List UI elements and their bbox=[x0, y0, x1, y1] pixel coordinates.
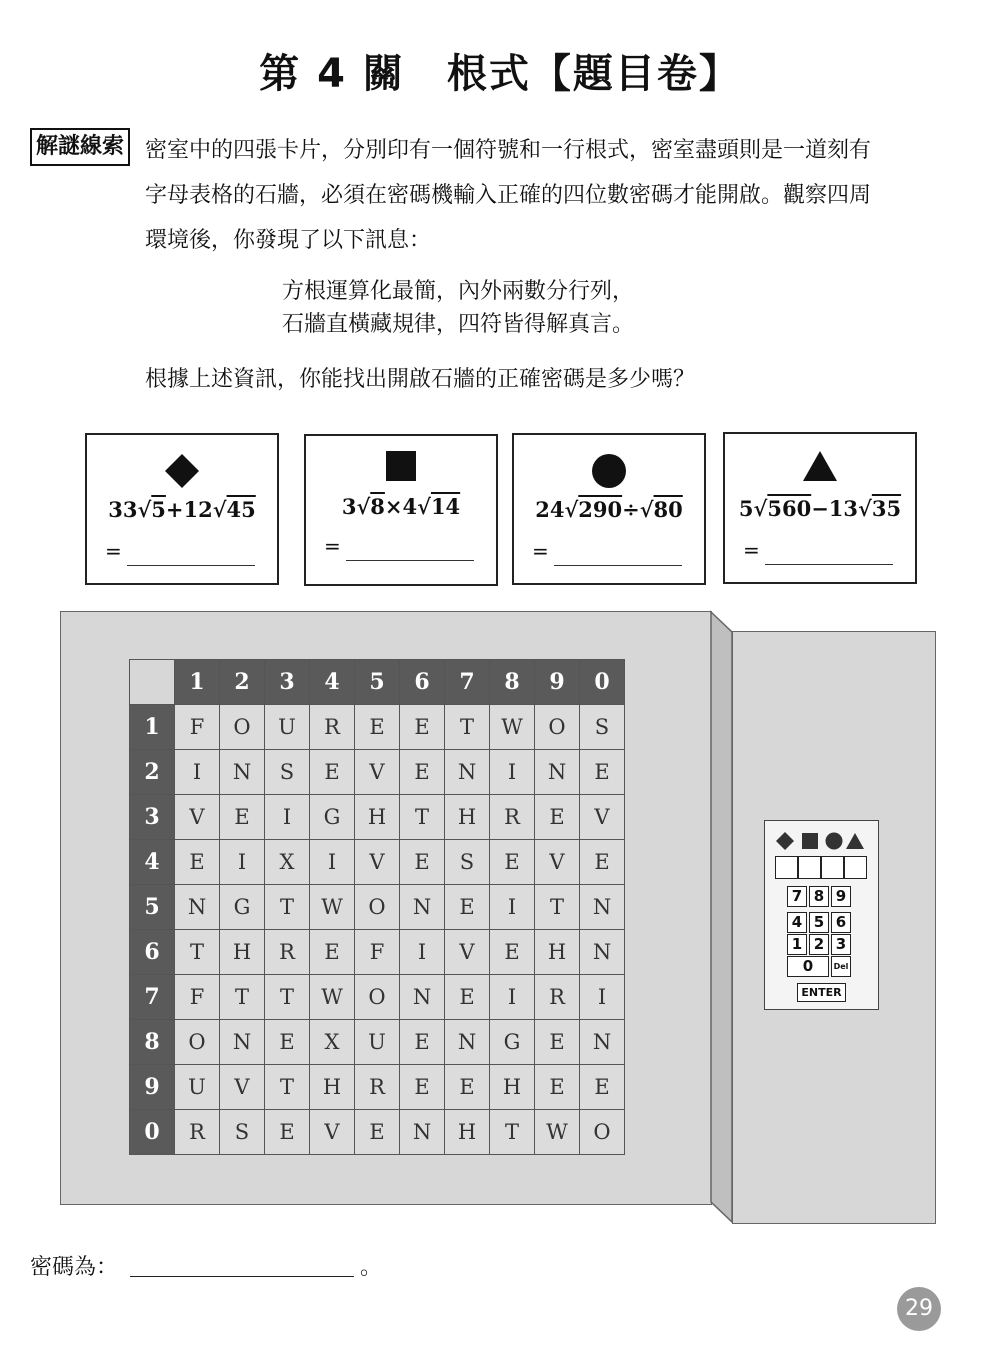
grid-cell: I bbox=[490, 885, 535, 930]
grid-cell: E bbox=[265, 1110, 310, 1155]
password-label: 密碼為： bbox=[30, 1255, 119, 1280]
grid-column-header: 5 bbox=[355, 660, 400, 705]
grid-cell: R bbox=[175, 1110, 220, 1155]
grid-cell: S bbox=[580, 705, 625, 750]
question: 根據上述資訊，你能找出開啟石牆的正確密碼是多少嗎？ bbox=[145, 367, 696, 392]
grid-cell: O bbox=[580, 1110, 625, 1155]
grid-cell: V bbox=[355, 840, 400, 885]
grid-cell: T bbox=[535, 885, 580, 930]
key-4[interactable]: 4 bbox=[787, 912, 807, 933]
card-triangle bbox=[723, 432, 917, 584]
grid-cell: N bbox=[580, 930, 625, 975]
grid-cell: G bbox=[220, 885, 265, 930]
grid-cell: O bbox=[355, 885, 400, 930]
key-5[interactable]: 5 bbox=[809, 912, 829, 933]
grid-cell: E bbox=[400, 1020, 445, 1065]
grid-cell: E bbox=[310, 930, 355, 975]
grid-cell: E bbox=[220, 795, 265, 840]
grid-cell: H bbox=[220, 930, 265, 975]
key-6[interactable]: 6 bbox=[831, 912, 851, 933]
grid-column-header: 1 bbox=[175, 660, 220, 705]
intro-line: 環境後，你發現了以下訊息： bbox=[145, 228, 432, 253]
grid-cell: N bbox=[400, 975, 445, 1020]
grid-cell: T bbox=[490, 1110, 535, 1155]
grid-cell: R bbox=[535, 975, 580, 1020]
card-circle bbox=[512, 433, 706, 585]
grid-cell: T bbox=[400, 795, 445, 840]
grid-row-header: 0 bbox=[130, 1110, 175, 1155]
key-0[interactable]: 0 bbox=[787, 956, 829, 977]
grid-cell: N bbox=[400, 885, 445, 930]
circle-icon bbox=[826, 833, 843, 850]
grid-cell: N bbox=[220, 750, 265, 795]
grid-cell: I bbox=[580, 975, 625, 1020]
grid-cell: I bbox=[490, 975, 535, 1020]
grid-cell: E bbox=[580, 840, 625, 885]
grid-cell: H bbox=[535, 930, 580, 975]
grid-row-header: 1 bbox=[130, 705, 175, 750]
grid-cell: I bbox=[265, 795, 310, 840]
grid-cell: E bbox=[580, 750, 625, 795]
grid-cell: R bbox=[355, 1065, 400, 1110]
grid-cell: F bbox=[355, 930, 400, 975]
grid-cell: S bbox=[220, 1110, 265, 1155]
equals-sign: = bbox=[324, 534, 341, 558]
intro-text bbox=[145, 128, 975, 263]
grid-cell: I bbox=[400, 930, 445, 975]
poem-line: 石牆直橫藏規律，四符皆得解真言。 bbox=[282, 312, 635, 337]
intro-line: 字母表格的石牆，必須在密碼機輸入正確的四位數密碼才能開啟。觀察四周 bbox=[145, 183, 872, 208]
code-slot bbox=[844, 856, 867, 879]
grid-column-header: 0 bbox=[580, 660, 625, 705]
answer-line[interactable] bbox=[765, 564, 893, 565]
grid-cell: E bbox=[400, 750, 445, 795]
grid-cell: I bbox=[310, 840, 355, 885]
grid-cell: N bbox=[220, 1020, 265, 1065]
grid-cell: W bbox=[490, 705, 535, 750]
grid-cell: N bbox=[580, 1020, 625, 1065]
grid-cell: H bbox=[445, 795, 490, 840]
grid-cell: H bbox=[355, 795, 400, 840]
grid-cell: I bbox=[220, 840, 265, 885]
grid-cell: V bbox=[310, 1110, 355, 1155]
grid-cell: E bbox=[400, 1065, 445, 1110]
grid-cell: E bbox=[535, 1020, 580, 1065]
grid-column-header: 7 bbox=[445, 660, 490, 705]
grid-row-header: 6 bbox=[130, 930, 175, 975]
code-slot bbox=[775, 856, 798, 879]
diamond-icon bbox=[776, 832, 794, 850]
delete-key[interactable]: Del bbox=[831, 956, 851, 977]
grid-cell: E bbox=[490, 840, 535, 885]
grid-cell: I bbox=[175, 750, 220, 795]
key-9[interactable]: 9 bbox=[831, 886, 851, 907]
grid-cell: E bbox=[355, 705, 400, 750]
grid-cell: O bbox=[175, 1020, 220, 1065]
grid-cell: E bbox=[535, 1065, 580, 1110]
grid-cell: H bbox=[310, 1065, 355, 1110]
grid-cell: F bbox=[175, 705, 220, 750]
grid-cell: W bbox=[535, 1110, 580, 1155]
grid-cell: E bbox=[400, 705, 445, 750]
equals-sign: = bbox=[105, 539, 122, 563]
grid-cell: E bbox=[490, 930, 535, 975]
triangle-icon bbox=[846, 833, 864, 849]
password-period: 。 bbox=[360, 1255, 383, 1280]
grid-row-header: 8 bbox=[130, 1020, 175, 1065]
key-2[interactable]: 2 bbox=[809, 934, 829, 955]
key-3[interactable]: 3 bbox=[831, 934, 851, 955]
code-slot bbox=[821, 856, 844, 879]
diamond-icon bbox=[164, 453, 200, 489]
grid-cell: W bbox=[310, 885, 355, 930]
page-number: 29 bbox=[897, 1287, 941, 1331]
grid-cell: I bbox=[490, 750, 535, 795]
grid-cell: E bbox=[535, 795, 580, 840]
grid-column-header: 8 bbox=[490, 660, 535, 705]
grid-row-header: 9 bbox=[130, 1065, 175, 1110]
page-title: 第 4 關 根式【題目卷】 bbox=[259, 51, 741, 97]
grid-cell: U bbox=[355, 1020, 400, 1065]
grid-cell: E bbox=[445, 975, 490, 1020]
keypad bbox=[764, 820, 879, 1010]
password-answer-line[interactable] bbox=[130, 1276, 354, 1277]
grid-cell: H bbox=[490, 1065, 535, 1110]
grid-cell: N bbox=[445, 1020, 490, 1065]
square-icon bbox=[385, 450, 417, 482]
grid-cell: T bbox=[220, 975, 265, 1020]
equals-sign: = bbox=[532, 539, 549, 563]
key-7[interactable]: 7 bbox=[787, 886, 807, 907]
radical-expression: 33√5+12√45 bbox=[108, 497, 256, 522]
code-slot bbox=[798, 856, 821, 879]
grid-cell: E bbox=[400, 840, 445, 885]
grid-cell: H bbox=[445, 1110, 490, 1155]
card-diamond bbox=[85, 433, 279, 585]
code-display bbox=[775, 856, 867, 879]
card-square bbox=[304, 434, 498, 586]
grid-cell: X bbox=[265, 840, 310, 885]
circle-icon bbox=[591, 453, 627, 489]
enter-button[interactable]: ENTER bbox=[797, 983, 846, 1002]
grid-cell: V bbox=[535, 840, 580, 885]
grid-row-header: 2 bbox=[130, 750, 175, 795]
grid-cell: U bbox=[265, 705, 310, 750]
grid-cell: T bbox=[175, 930, 220, 975]
equals-sign: = bbox=[743, 538, 760, 562]
grid-cell: N bbox=[580, 885, 625, 930]
triangle-icon bbox=[802, 450, 838, 482]
grid-cell: R bbox=[310, 705, 355, 750]
radical-expression: 24√290÷√80 bbox=[535, 497, 683, 522]
grid-cell: E bbox=[355, 1110, 400, 1155]
grid-cell: T bbox=[265, 975, 310, 1020]
grid-cell: G bbox=[310, 795, 355, 840]
letter-grid bbox=[129, 659, 625, 1155]
grid-cell: E bbox=[265, 1020, 310, 1065]
grid-cell: N bbox=[175, 885, 220, 930]
grid-cell: U bbox=[175, 1065, 220, 1110]
grid-cell: E bbox=[310, 750, 355, 795]
grid-cell: R bbox=[265, 930, 310, 975]
grid-row-header: 3 bbox=[130, 795, 175, 840]
square-icon bbox=[802, 833, 818, 849]
grid-cell: G bbox=[490, 1020, 535, 1065]
grid-cell: O bbox=[220, 705, 265, 750]
grid-cell: V bbox=[355, 750, 400, 795]
grid-column-header: 3 bbox=[265, 660, 310, 705]
poem bbox=[282, 275, 634, 341]
grid-row-header: 7 bbox=[130, 975, 175, 1020]
grid-cell: V bbox=[175, 795, 220, 840]
grid-cell: V bbox=[220, 1065, 265, 1110]
grid-cell: O bbox=[535, 705, 580, 750]
key-1[interactable]: 1 bbox=[787, 934, 807, 955]
grid-cell: V bbox=[580, 795, 625, 840]
grid-column-header: 9 bbox=[535, 660, 580, 705]
intro-line: 密室中的四張卡片，分別印有一個符號和一行根式，密室盡頭則是一道刻有 bbox=[145, 138, 872, 163]
clue-tag: 解謎線索 bbox=[30, 128, 130, 166]
grid-cell: N bbox=[445, 750, 490, 795]
poem-line: 方根運算化最簡，內外兩數分行列， bbox=[282, 279, 635, 304]
grid-column-header: 6 bbox=[400, 660, 445, 705]
answer-line[interactable] bbox=[127, 565, 255, 566]
grid-cell: R bbox=[490, 795, 535, 840]
grid-cell: T bbox=[265, 1065, 310, 1110]
grid-cell: W bbox=[310, 975, 355, 1020]
grid-cell: N bbox=[400, 1110, 445, 1155]
grid-cell: E bbox=[445, 885, 490, 930]
grid-cell: V bbox=[445, 930, 490, 975]
grid-row-header: 4 bbox=[130, 840, 175, 885]
radical-expression: 3√8×4√14 bbox=[341, 494, 461, 519]
grid-column-header: 2 bbox=[220, 660, 265, 705]
grid-cell: E bbox=[445, 1065, 490, 1110]
grid-cell: T bbox=[265, 885, 310, 930]
key-8[interactable]: 8 bbox=[809, 886, 829, 907]
keypad-symbols bbox=[775, 831, 867, 851]
grid-cell: O bbox=[355, 975, 400, 1020]
grid-cell: T bbox=[445, 705, 490, 750]
grid-cell: F bbox=[175, 975, 220, 1020]
grid-cell: N bbox=[535, 750, 580, 795]
grid-cell: E bbox=[580, 1065, 625, 1110]
grid-corner bbox=[130, 660, 175, 705]
grid-column-header: 4 bbox=[310, 660, 355, 705]
grid-row-header: 5 bbox=[130, 885, 175, 930]
radical-expression: 5√560−13√35 bbox=[738, 496, 902, 521]
grid-cell: S bbox=[265, 750, 310, 795]
answer-line[interactable] bbox=[346, 560, 474, 561]
grid-cell: X bbox=[310, 1020, 355, 1065]
answer-line[interactable] bbox=[554, 565, 682, 566]
grid-cell: S bbox=[445, 840, 490, 885]
grid-cell: E bbox=[175, 840, 220, 885]
